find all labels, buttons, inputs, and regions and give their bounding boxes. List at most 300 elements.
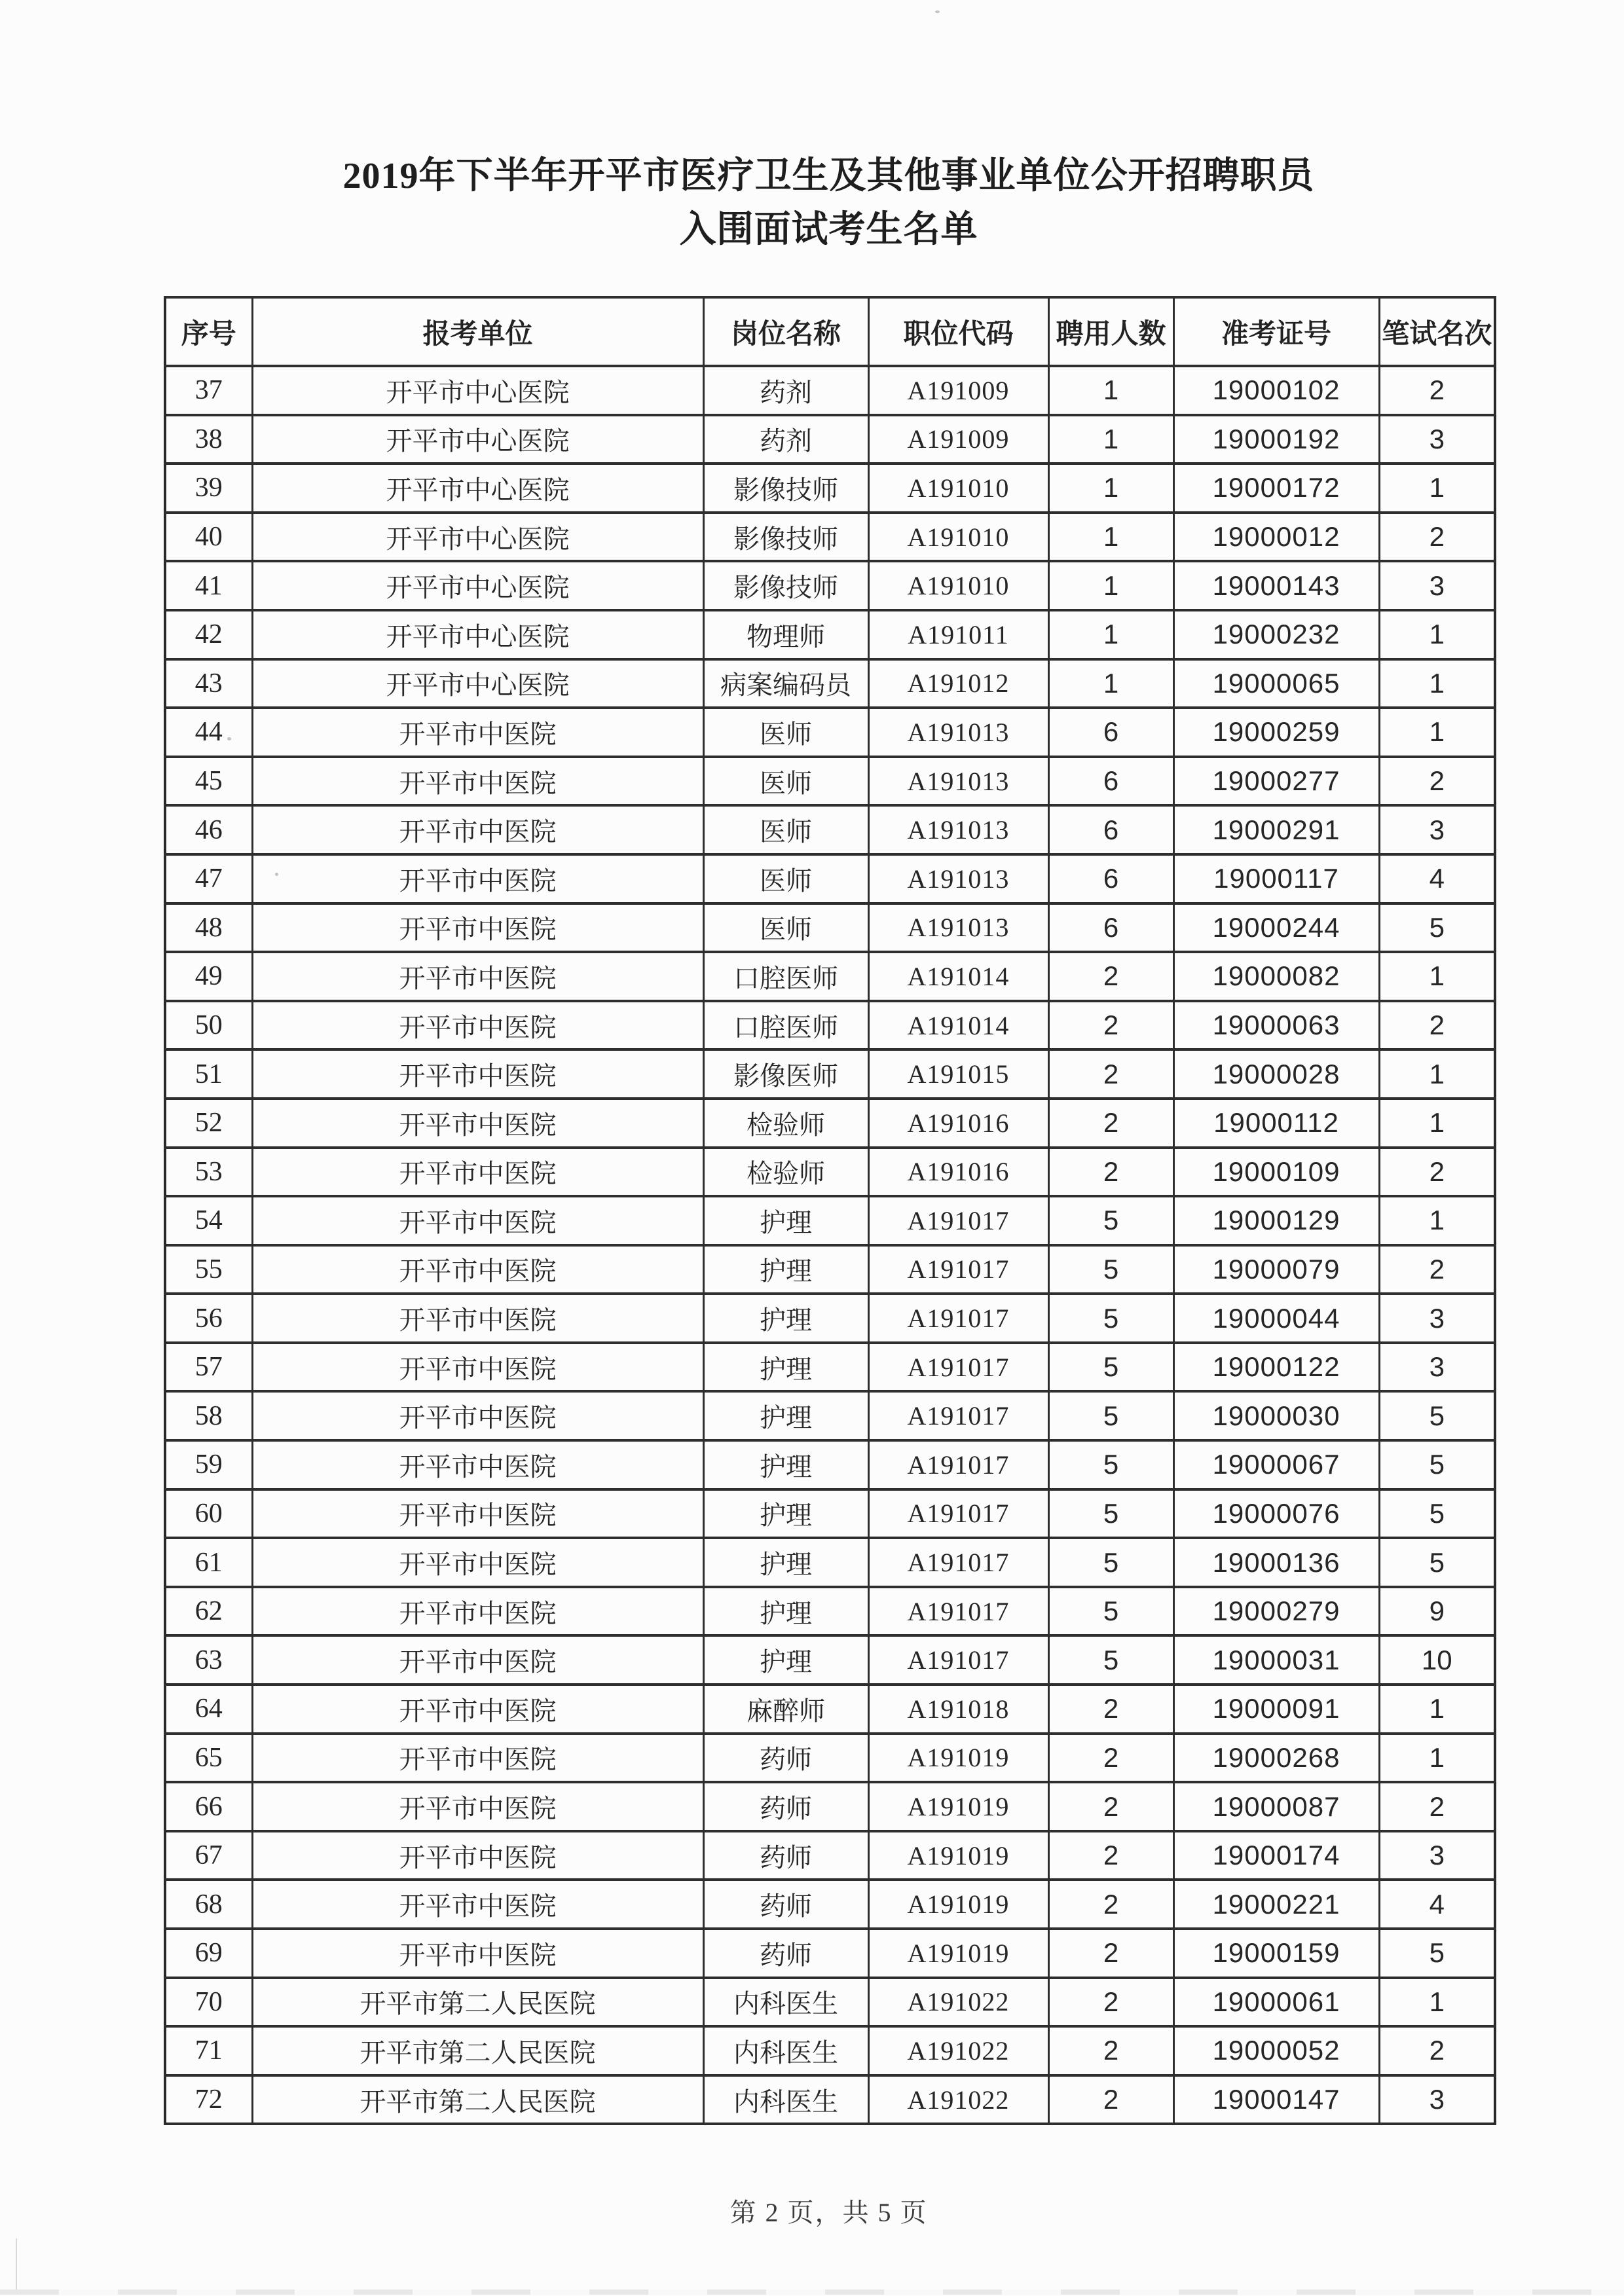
cell-rank: 1 <box>1379 1196 1495 1245</box>
cell-unit: 开平市中医院 <box>252 757 703 806</box>
cell-code: A191019 <box>868 1782 1048 1831</box>
table-row <box>165 561 1495 610</box>
table-row <box>165 513 1495 562</box>
cell-position: 药剂 <box>703 415 868 464</box>
cell-rank: 1 <box>1379 1685 1495 1734</box>
table-row <box>165 1538 1495 1587</box>
cell-code: A191017 <box>868 1635 1048 1685</box>
cell-hires: 5 <box>1048 1343 1173 1392</box>
column-header-position: 岗位名称 <box>703 297 868 366</box>
cell-unit: 开平市中医院 <box>252 1782 703 1831</box>
cell-seq: 49 <box>165 952 252 1001</box>
cell-ticket: 19000067 <box>1173 1440 1379 1489</box>
scan-speck <box>227 737 231 740</box>
cell-position: 护理 <box>703 1489 868 1539</box>
cell-code: A191017 <box>868 1489 1048 1539</box>
cell-ticket: 19000291 <box>1173 805 1379 854</box>
cell-rank: 1 <box>1379 610 1495 659</box>
cell-position: 护理 <box>703 1391 868 1440</box>
cell-position: 内科医生 <box>703 2026 868 2075</box>
cell-hires: 2 <box>1048 1929 1173 1978</box>
cell-hires: 1 <box>1048 513 1173 562</box>
scan-speck <box>935 10 940 13</box>
cell-seq: 59 <box>165 1440 252 1489</box>
cell-position: 药剂 <box>703 366 868 415</box>
cell-unit: 开平市中医院 <box>252 708 703 757</box>
cell-position: 检验师 <box>703 1099 868 1148</box>
cell-code: A191015 <box>868 1049 1048 1099</box>
cell-code: A191013 <box>868 757 1048 806</box>
cell-seq: 51 <box>165 1049 252 1099</box>
cell-position: 口腔医师 <box>703 952 868 1001</box>
cell-rank: 1 <box>1379 1978 1495 2027</box>
column-header-rank: 笔试名次 <box>1379 297 1495 366</box>
cell-rank: 2 <box>1379 1148 1495 1197</box>
cell-seq: 72 <box>165 2075 252 2124</box>
cell-hires: 6 <box>1048 854 1173 903</box>
cell-hires: 6 <box>1048 757 1173 806</box>
cell-code: A191014 <box>868 1001 1048 1050</box>
cell-code: A191022 <box>868 1978 1048 2027</box>
cell-position: 药师 <box>703 1734 868 1783</box>
cell-unit: 开平市中医院 <box>252 1831 703 1880</box>
cell-rank: 5 <box>1379 1391 1495 1440</box>
cell-ticket: 19000079 <box>1173 1245 1379 1294</box>
cell-hires: 1 <box>1048 366 1173 415</box>
cell-position: 麻醉师 <box>703 1685 868 1734</box>
table-row <box>165 1391 1495 1440</box>
cell-unit: 开平市中医院 <box>252 1587 703 1636</box>
cell-ticket: 19000076 <box>1173 1489 1379 1539</box>
cell-hires: 5 <box>1048 1587 1173 1636</box>
cell-seq: 39 <box>165 464 252 513</box>
cell-position: 护理 <box>703 1440 868 1489</box>
cell-position: 影像技师 <box>703 464 868 513</box>
cell-code: A191010 <box>868 464 1048 513</box>
cell-rank: 5 <box>1379 1489 1495 1539</box>
cell-rank: 2 <box>1379 1001 1495 1050</box>
table-row <box>165 1099 1495 1148</box>
cell-hires: 6 <box>1048 805 1173 854</box>
cell-seq: 67 <box>165 1831 252 1880</box>
cell-ticket: 19000061 <box>1173 1978 1379 2027</box>
cell-ticket: 19000030 <box>1173 1391 1379 1440</box>
cell-code: A191018 <box>868 1685 1048 1734</box>
table-row <box>165 1734 1495 1783</box>
cell-position: 医师 <box>703 903 868 953</box>
cell-position: 护理 <box>703 1294 868 1343</box>
title-line-2: 入围面试考生名单 <box>679 210 978 250</box>
cell-code: A191010 <box>868 561 1048 610</box>
cell-rank: 3 <box>1379 2075 1495 2124</box>
cell-position: 医师 <box>703 757 868 806</box>
cell-ticket: 19000112 <box>1173 1099 1379 1148</box>
cell-ticket: 19000221 <box>1173 1880 1379 1929</box>
cell-ticket: 19000044 <box>1173 1294 1379 1343</box>
column-header-ticket: 准考证号 <box>1173 297 1379 366</box>
cell-seq: 45 <box>165 757 252 806</box>
table-row <box>165 2026 1495 2075</box>
cell-unit: 开平市中医院 <box>252 1245 703 1294</box>
cell-position: 物理师 <box>703 610 868 659</box>
cell-unit: 开平市中医院 <box>252 1049 703 1099</box>
cell-position: 护理 <box>703 1343 868 1392</box>
cell-rank: 2 <box>1379 757 1495 806</box>
cell-rank: 5 <box>1379 903 1495 953</box>
cell-ticket: 19000117 <box>1173 854 1379 903</box>
cell-position: 内科医生 <box>703 1978 868 2027</box>
cell-unit: 开平市中医院 <box>252 1880 703 1929</box>
table-row <box>165 1294 1495 1343</box>
scan-edge-artifact <box>16 2238 17 2289</box>
cell-ticket: 19000172 <box>1173 464 1379 513</box>
cell-seq: 68 <box>165 1880 252 1929</box>
table-row <box>165 659 1495 708</box>
cell-unit: 开平市中心医院 <box>252 610 703 659</box>
cell-position: 护理 <box>703 1245 868 1294</box>
table-row <box>165 464 1495 513</box>
cell-unit: 开平市第二人民医院 <box>252 2075 703 2124</box>
cell-unit: 开平市中医院 <box>252 1196 703 1245</box>
cell-hires: 1 <box>1048 610 1173 659</box>
cell-seq: 46 <box>165 805 252 854</box>
cell-unit: 开平市中医院 <box>252 1929 703 1978</box>
cell-code: A191016 <box>868 1099 1048 1148</box>
cell-unit: 开平市中医院 <box>252 1538 703 1587</box>
cell-seq: 56 <box>165 1294 252 1343</box>
cell-hires: 1 <box>1048 464 1173 513</box>
cell-code: A191019 <box>868 1734 1048 1783</box>
table-row <box>165 610 1495 659</box>
table-row <box>165 415 1495 464</box>
table-row <box>165 1343 1495 1392</box>
cell-rank: 1 <box>1379 1049 1495 1099</box>
cell-seq: 42 <box>165 610 252 659</box>
candidates-table <box>164 296 1496 2125</box>
cell-hires: 5 <box>1048 1635 1173 1685</box>
cell-ticket: 19000277 <box>1173 757 1379 806</box>
cell-seq: 44 <box>165 708 252 757</box>
cell-code: A191017 <box>868 1538 1048 1587</box>
cell-rank: 3 <box>1379 1294 1495 1343</box>
table-body <box>165 366 1495 2124</box>
cell-code: A191013 <box>868 903 1048 953</box>
cell-rank: 9 <box>1379 1587 1495 1636</box>
cell-position: 医师 <box>703 805 868 854</box>
cell-code: A191017 <box>868 1440 1048 1489</box>
scan-edge-artifact <box>0 2289 1624 2295</box>
cell-unit: 开平市中医院 <box>252 952 703 1001</box>
cell-rank: 5 <box>1379 1440 1495 1489</box>
cell-hires: 5 <box>1048 1538 1173 1587</box>
cell-code: A191022 <box>868 2075 1048 2124</box>
cell-seq: 50 <box>165 1001 252 1050</box>
cell-rank: 3 <box>1379 805 1495 854</box>
cell-ticket: 19000143 <box>1173 561 1379 610</box>
cell-rank: 1 <box>1379 1734 1495 1783</box>
title-line-1: 2019年下半年开平市医疗卫生及其他事业单位公开招聘职员 <box>342 156 1315 196</box>
cell-ticket: 19000102 <box>1173 366 1379 415</box>
cell-rank: 4 <box>1379 1880 1495 1929</box>
cell-seq: 66 <box>165 1782 252 1831</box>
cell-unit: 开平市中医院 <box>252 1440 703 1489</box>
table-row <box>165 1489 1495 1539</box>
cell-rank: 10 <box>1379 1635 1495 1685</box>
cell-hires: 2 <box>1048 1880 1173 1929</box>
cell-position: 影像医师 <box>703 1049 868 1099</box>
cell-hires: 6 <box>1048 708 1173 757</box>
cell-seq: 69 <box>165 1929 252 1978</box>
cell-ticket: 19000065 <box>1173 659 1379 708</box>
cell-hires: 2 <box>1048 2026 1173 2075</box>
cell-code: A191014 <box>868 952 1048 1001</box>
cell-rank: 3 <box>1379 1831 1495 1880</box>
table-row <box>165 1245 1495 1294</box>
cell-hires: 1 <box>1048 561 1173 610</box>
cell-hires: 5 <box>1048 1196 1173 1245</box>
cell-ticket: 19000091 <box>1173 1685 1379 1734</box>
table-row <box>165 1978 1495 2027</box>
cell-seq: 64 <box>165 1685 252 1734</box>
cell-seq: 65 <box>165 1734 252 1783</box>
table-row <box>165 1148 1495 1197</box>
cell-hires: 2 <box>1048 952 1173 1001</box>
cell-position: 药师 <box>703 1831 868 1880</box>
page-number: 第 2 页，共 5 页 <box>729 2198 928 2227</box>
cell-ticket: 19000087 <box>1173 1782 1379 1831</box>
cell-rank: 3 <box>1379 1343 1495 1392</box>
cell-seq: 53 <box>165 1148 252 1197</box>
cell-hires: 2 <box>1048 1001 1173 1050</box>
cell-hires: 2 <box>1048 2075 1173 2124</box>
cell-position: 药师 <box>703 1929 868 1978</box>
cell-hires: 2 <box>1048 1148 1173 1197</box>
cell-unit: 开平市第二人民医院 <box>252 1978 703 2027</box>
cell-rank: 2 <box>1379 513 1495 562</box>
cell-ticket: 19000012 <box>1173 513 1379 562</box>
cell-code: A191010 <box>868 513 1048 562</box>
cell-seq: 57 <box>165 1343 252 1392</box>
cell-unit: 开平市中医院 <box>252 1148 703 1197</box>
cell-seq: 48 <box>165 903 252 953</box>
cell-rank: 2 <box>1379 1245 1495 1294</box>
cell-seq: 40 <box>165 513 252 562</box>
cell-ticket: 19000109 <box>1173 1148 1379 1197</box>
cell-unit: 开平市中医院 <box>252 1635 703 1685</box>
cell-seq: 62 <box>165 1587 252 1636</box>
cell-rank: 3 <box>1379 561 1495 610</box>
cell-code: A191016 <box>868 1148 1048 1197</box>
cell-ticket: 19000192 <box>1173 415 1379 464</box>
column-header-seq: 序号 <box>165 297 252 366</box>
cell-unit: 开平市中医院 <box>252 1294 703 1343</box>
cell-rank: 3 <box>1379 415 1495 464</box>
cell-seq: 70 <box>165 1978 252 2027</box>
cell-ticket: 19000129 <box>1173 1196 1379 1245</box>
cell-ticket: 19000232 <box>1173 610 1379 659</box>
cell-code: A191019 <box>868 1880 1048 1929</box>
cell-hires: 2 <box>1048 1049 1173 1099</box>
cell-position: 药师 <box>703 1880 868 1929</box>
table-row <box>165 1782 1495 1831</box>
cell-seq: 54 <box>165 1196 252 1245</box>
cell-seq: 55 <box>165 1245 252 1294</box>
cell-seq: 60 <box>165 1489 252 1539</box>
cell-rank: 2 <box>1379 366 1495 415</box>
cell-hires: 5 <box>1048 1245 1173 1294</box>
cell-code: A191017 <box>868 1196 1048 1245</box>
cell-position: 护理 <box>703 1196 868 1245</box>
cell-unit: 开平市第二人民医院 <box>252 2026 703 2075</box>
cell-ticket: 19000244 <box>1173 903 1379 953</box>
table-header-row <box>165 297 1495 366</box>
cell-rank: 2 <box>1379 1782 1495 1831</box>
table-row <box>165 366 1495 415</box>
cell-code: A191013 <box>868 805 1048 854</box>
cell-position: 口腔医师 <box>703 1001 868 1050</box>
cell-ticket: 19000147 <box>1173 2075 1379 2124</box>
cell-rank: 5 <box>1379 1929 1495 1978</box>
cell-code: A191009 <box>868 366 1048 415</box>
cell-unit: 开平市中医院 <box>252 1685 703 1734</box>
cell-hires: 5 <box>1048 1440 1173 1489</box>
cell-seq: 71 <box>165 2026 252 2075</box>
cell-seq: 61 <box>165 1538 252 1587</box>
cell-seq: 52 <box>165 1099 252 1148</box>
cell-position: 护理 <box>703 1635 868 1685</box>
cell-code: A191022 <box>868 2026 1048 2075</box>
cell-hires: 1 <box>1048 415 1173 464</box>
cell-unit: 开平市中医院 <box>252 1099 703 1148</box>
cell-hires: 2 <box>1048 1099 1173 1148</box>
cell-unit: 开平市中医院 <box>252 1343 703 1392</box>
cell-ticket: 19000159 <box>1173 1929 1379 1978</box>
cell-unit: 开平市中医院 <box>252 903 703 953</box>
cell-hires: 5 <box>1048 1489 1173 1539</box>
cell-rank: 1 <box>1379 464 1495 513</box>
cell-unit: 开平市中心医院 <box>252 513 703 562</box>
table-row <box>165 1049 1495 1099</box>
cell-hires: 2 <box>1048 1831 1173 1880</box>
cell-hires: 2 <box>1048 1734 1173 1783</box>
cell-seq: 43 <box>165 659 252 708</box>
cell-position: 影像技师 <box>703 513 868 562</box>
table-row <box>165 1831 1495 1880</box>
cell-unit: 开平市中心医院 <box>252 561 703 610</box>
table-row <box>165 2075 1495 2124</box>
cell-seq: 41 <box>165 561 252 610</box>
header-row <box>165 297 1495 366</box>
cell-code: A191009 <box>868 415 1048 464</box>
cell-rank: 2 <box>1379 2026 1495 2075</box>
column-header-hires: 聘用人数 <box>1048 297 1173 366</box>
cell-unit: 开平市中医院 <box>252 1489 703 1539</box>
cell-hires: 2 <box>1048 1782 1173 1831</box>
cell-position: 医师 <box>703 854 868 903</box>
cell-code: A191019 <box>868 1831 1048 1880</box>
cell-position: 内科医生 <box>703 2075 868 2124</box>
cell-ticket: 19000031 <box>1173 1635 1379 1685</box>
cell-position: 医师 <box>703 708 868 757</box>
table-row <box>165 1635 1495 1685</box>
cell-hires: 6 <box>1048 903 1173 953</box>
table-row <box>165 757 1495 806</box>
document-title <box>164 149 1494 257</box>
cell-rank: 1 <box>1379 1099 1495 1148</box>
table-row <box>165 1001 1495 1050</box>
table-row <box>165 1685 1495 1734</box>
cell-code: A191013 <box>868 708 1048 757</box>
cell-position: 病案编码员 <box>703 659 868 708</box>
table-row <box>165 854 1495 903</box>
cell-code: A191019 <box>868 1929 1048 1978</box>
table-row <box>165 1587 1495 1636</box>
cell-position: 护理 <box>703 1538 868 1587</box>
cell-ticket: 19000136 <box>1173 1538 1379 1587</box>
scan-speck <box>275 873 278 876</box>
cell-ticket: 19000268 <box>1173 1734 1379 1783</box>
table-row <box>165 708 1495 757</box>
cell-unit: 开平市中医院 <box>252 1734 703 1783</box>
cell-rank: 1 <box>1379 659 1495 708</box>
cell-code: A191012 <box>868 659 1048 708</box>
cell-unit: 开平市中心医院 <box>252 659 703 708</box>
column-header-unit: 报考单位 <box>252 297 703 366</box>
column-header-code: 职位代码 <box>868 297 1048 366</box>
table-row <box>165 1196 1495 1245</box>
table-row <box>165 1880 1495 1929</box>
cell-ticket: 19000052 <box>1173 2026 1379 2075</box>
cell-unit: 开平市中心医院 <box>252 366 703 415</box>
cell-ticket: 19000082 <box>1173 952 1379 1001</box>
table-row <box>165 1929 1495 1978</box>
cell-unit: 开平市中心医院 <box>252 464 703 513</box>
cell-unit: 开平市中医院 <box>252 805 703 854</box>
cell-seq: 47 <box>165 854 252 903</box>
cell-code: A191017 <box>868 1391 1048 1440</box>
cell-position: 检验师 <box>703 1148 868 1197</box>
cell-hires: 1 <box>1048 659 1173 708</box>
cell-hires: 5 <box>1048 1391 1173 1440</box>
cell-seq: 63 <box>165 1635 252 1685</box>
cell-position: 药师 <box>703 1782 868 1831</box>
cell-ticket: 19000279 <box>1173 1587 1379 1636</box>
cell-hires: 2 <box>1048 1978 1173 2027</box>
table-row <box>165 1440 1495 1489</box>
cell-rank: 5 <box>1379 1538 1495 1587</box>
cell-unit: 开平市中医院 <box>252 854 703 903</box>
cell-code: A191017 <box>868 1294 1048 1343</box>
table-row <box>165 952 1495 1001</box>
cell-code: A191017 <box>868 1587 1048 1636</box>
cell-ticket: 19000174 <box>1173 1831 1379 1880</box>
cell-code: A191011 <box>868 610 1048 659</box>
cell-code: A191017 <box>868 1343 1048 1392</box>
cell-seq: 58 <box>165 1391 252 1440</box>
cell-position: 护理 <box>703 1587 868 1636</box>
cell-hires: 2 <box>1048 1685 1173 1734</box>
cell-unit: 开平市中医院 <box>252 1391 703 1440</box>
cell-unit: 开平市中医院 <box>252 1001 703 1050</box>
cell-code: A191013 <box>868 854 1048 903</box>
cell-ticket: 19000122 <box>1173 1343 1379 1392</box>
cell-ticket: 19000028 <box>1173 1049 1379 1099</box>
cell-seq: 37 <box>165 366 252 415</box>
table-row <box>165 805 1495 854</box>
cell-rank: 1 <box>1379 708 1495 757</box>
cell-ticket: 19000259 <box>1173 708 1379 757</box>
cell-code: A191017 <box>868 1245 1048 1294</box>
